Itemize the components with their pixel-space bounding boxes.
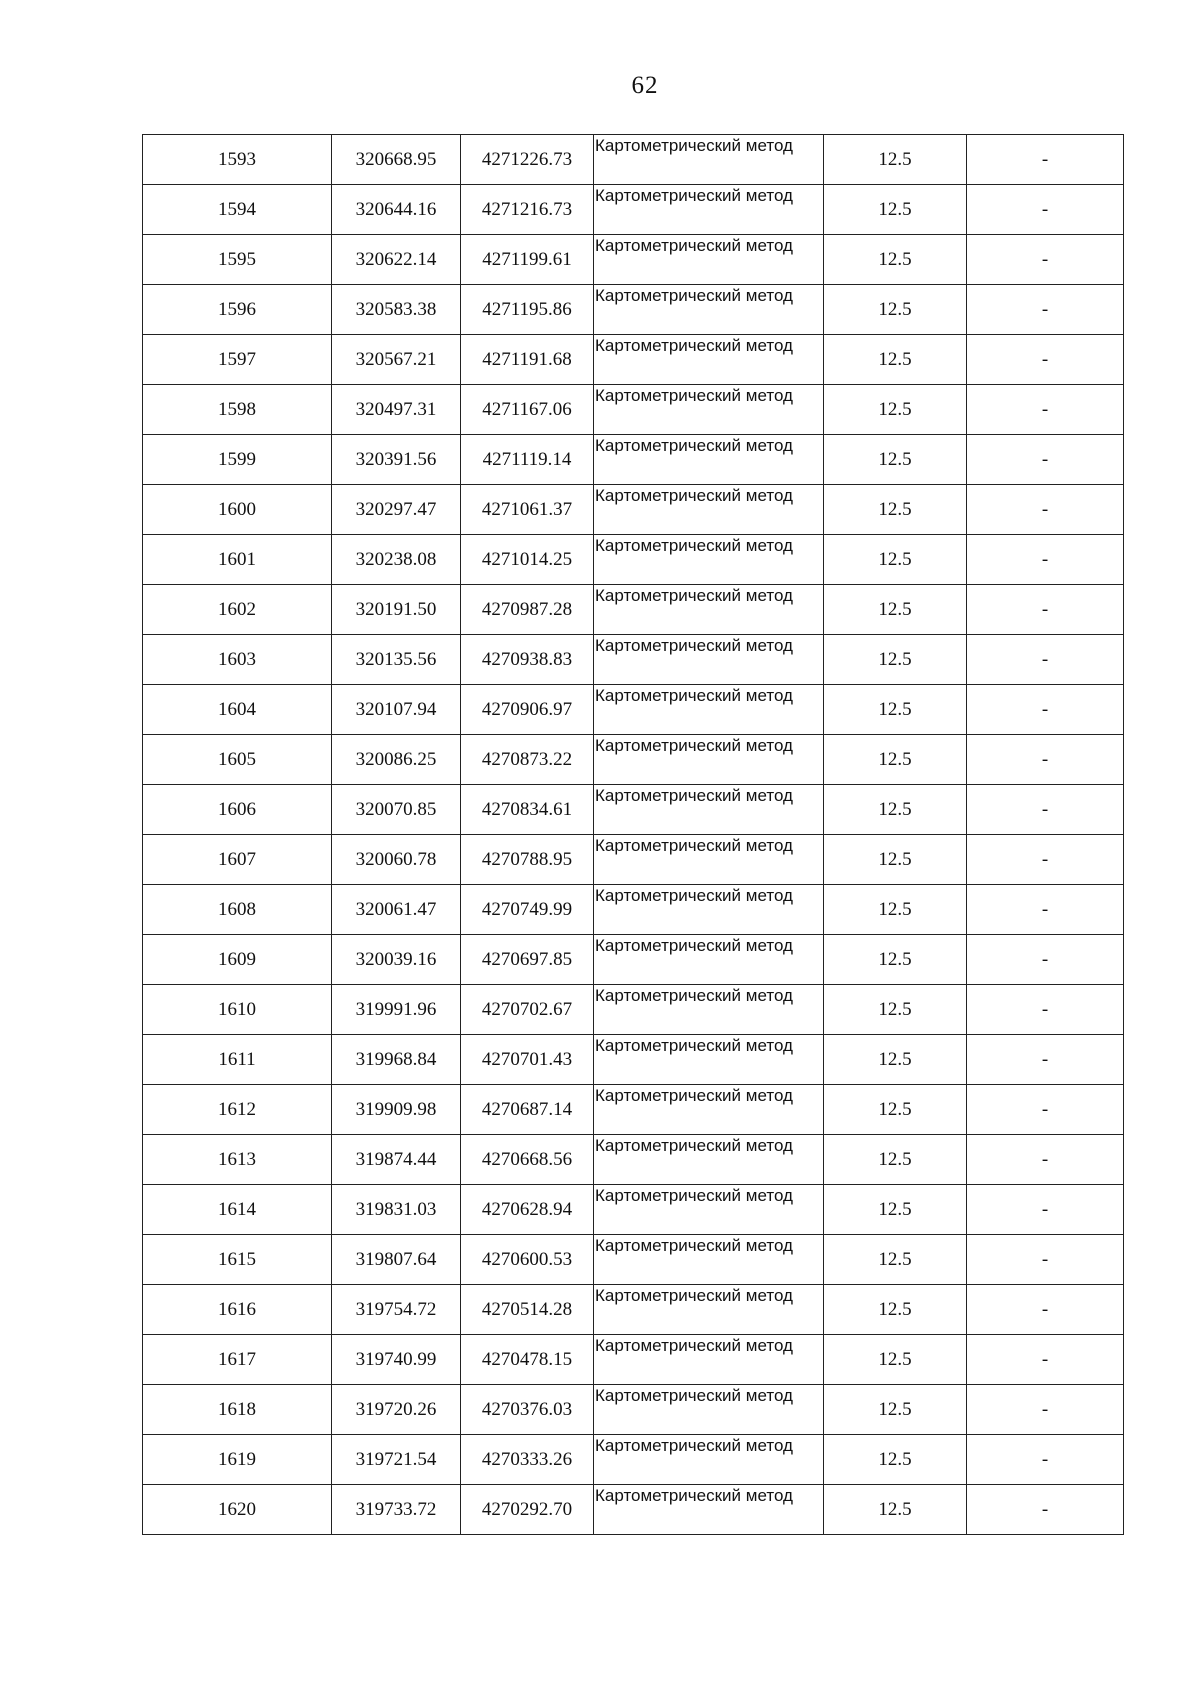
accuracy-cell: 12.5 [824, 1335, 967, 1385]
note-cell: - [967, 1185, 1124, 1235]
accuracy-cell: 12.5 [824, 985, 967, 1035]
point-number-cell: 1599 [143, 435, 332, 485]
accuracy-cell: 12.5 [824, 535, 967, 585]
accuracy-cell: 12.5 [824, 585, 967, 635]
table-row [143, 235, 1124, 285]
y-coordinate-cell: 4270702.67 [461, 985, 594, 1035]
x-coordinate-cell: 320070.85 [332, 785, 461, 835]
method-cell: Картометрический метод [594, 1135, 824, 1185]
note-cell: - [967, 335, 1124, 385]
accuracy-cell: 12.5 [824, 1385, 967, 1435]
accuracy-cell: 12.5 [824, 135, 967, 185]
method-cell: Картометрический метод [594, 135, 824, 185]
x-coordinate-cell: 319831.03 [332, 1185, 461, 1235]
table-row [143, 985, 1124, 1035]
accuracy-cell: 12.5 [824, 1135, 967, 1185]
note-cell: - [967, 285, 1124, 335]
table-row [143, 435, 1124, 485]
accuracy-cell: 12.5 [824, 1435, 967, 1485]
note-cell: - [967, 585, 1124, 635]
y-coordinate-cell: 4270987.28 [461, 585, 594, 635]
table-row [143, 185, 1124, 235]
point-number-cell: 1604 [143, 685, 332, 735]
table-row [143, 1085, 1124, 1135]
method-cell: Картометрический метод [594, 435, 824, 485]
accuracy-cell: 12.5 [824, 1185, 967, 1235]
x-coordinate-cell: 319807.64 [332, 1235, 461, 1285]
method-cell: Картометрический метод [594, 285, 824, 335]
x-coordinate-cell: 320238.08 [332, 535, 461, 585]
accuracy-cell: 12.5 [824, 1035, 967, 1085]
point-number-cell: 1614 [143, 1185, 332, 1235]
note-cell: - [967, 1435, 1124, 1485]
table-row [143, 535, 1124, 585]
x-coordinate-cell: 319909.98 [332, 1085, 461, 1135]
y-coordinate-cell: 4270701.43 [461, 1035, 594, 1085]
table-row [143, 485, 1124, 535]
y-coordinate-cell: 4270628.94 [461, 1185, 594, 1235]
point-number-cell: 1620 [143, 1485, 332, 1535]
y-coordinate-cell: 4270906.97 [461, 685, 594, 735]
x-coordinate-cell: 319754.72 [332, 1285, 461, 1335]
x-coordinate-cell: 320644.16 [332, 185, 461, 235]
method-cell: Картометрический метод [594, 485, 824, 535]
x-coordinate-cell: 320391.56 [332, 435, 461, 485]
x-coordinate-cell: 320061.47 [332, 885, 461, 935]
x-coordinate-cell: 319720.26 [332, 1385, 461, 1435]
accuracy-cell: 12.5 [824, 1485, 967, 1535]
method-cell: Картометрический метод [594, 985, 824, 1035]
y-coordinate-cell: 4270938.83 [461, 635, 594, 685]
note-cell: - [967, 1235, 1124, 1285]
y-coordinate-cell: 4270834.61 [461, 785, 594, 835]
point-number-cell: 1618 [143, 1385, 332, 1435]
x-coordinate-cell: 320191.50 [332, 585, 461, 635]
method-cell: Картометрический метод [594, 385, 824, 435]
table-row [143, 785, 1124, 835]
note-cell: - [967, 935, 1124, 985]
y-coordinate-cell: 4271167.06 [461, 385, 594, 435]
note-cell: - [967, 1135, 1124, 1185]
accuracy-cell: 12.5 [824, 485, 967, 535]
x-coordinate-cell: 319874.44 [332, 1135, 461, 1185]
x-coordinate-cell: 320086.25 [332, 735, 461, 785]
y-coordinate-cell: 4271199.61 [461, 235, 594, 285]
method-cell: Картометрический метод [594, 1035, 824, 1085]
x-coordinate-cell: 320497.31 [332, 385, 461, 435]
table-row [143, 135, 1124, 185]
point-number-cell: 1615 [143, 1235, 332, 1285]
table-row [143, 285, 1124, 335]
note-cell: - [967, 235, 1124, 285]
accuracy-cell: 12.5 [824, 335, 967, 385]
note-cell: - [967, 485, 1124, 535]
y-coordinate-cell: 4271226.73 [461, 135, 594, 185]
note-cell: - [967, 385, 1124, 435]
point-number-cell: 1606 [143, 785, 332, 835]
y-coordinate-cell: 4270749.99 [461, 885, 594, 935]
accuracy-cell: 12.5 [824, 285, 967, 335]
table-row [143, 685, 1124, 735]
method-cell: Картометрический метод [594, 785, 824, 835]
table-body [143, 135, 1124, 1535]
note-cell: - [967, 835, 1124, 885]
x-coordinate-cell: 320135.56 [332, 635, 461, 685]
table-row [143, 1485, 1124, 1535]
y-coordinate-cell: 4270292.70 [461, 1485, 594, 1535]
x-coordinate-cell: 320107.94 [332, 685, 461, 735]
y-coordinate-cell: 4270478.15 [461, 1335, 594, 1385]
y-coordinate-cell: 4270514.28 [461, 1285, 594, 1335]
y-coordinate-cell: 4270600.53 [461, 1235, 594, 1285]
table-row [143, 1235, 1124, 1285]
note-cell: - [967, 185, 1124, 235]
x-coordinate-cell: 320668.95 [332, 135, 461, 185]
table-row [143, 635, 1124, 685]
accuracy-cell: 12.5 [824, 935, 967, 985]
note-cell: - [967, 635, 1124, 685]
point-number-cell: 1602 [143, 585, 332, 635]
note-cell: - [967, 1085, 1124, 1135]
y-coordinate-cell: 4271216.73 [461, 185, 594, 235]
y-coordinate-cell: 4270697.85 [461, 935, 594, 985]
accuracy-cell: 12.5 [824, 1285, 967, 1335]
table-row [143, 1335, 1124, 1385]
table-row [143, 385, 1124, 435]
y-coordinate-cell: 4271191.68 [461, 335, 594, 385]
point-number-cell: 1593 [143, 135, 332, 185]
note-cell: - [967, 1335, 1124, 1385]
method-cell: Картометрический метод [594, 935, 824, 985]
method-cell: Картометрический метод [594, 1185, 824, 1235]
method-cell: Картометрический метод [594, 1285, 824, 1335]
accuracy-cell: 12.5 [824, 185, 967, 235]
accuracy-cell: 12.5 [824, 685, 967, 735]
note-cell: - [967, 685, 1124, 735]
method-cell: Картометрический метод [594, 585, 824, 635]
point-number-cell: 1616 [143, 1285, 332, 1335]
table-row [143, 585, 1124, 635]
note-cell: - [967, 1285, 1124, 1335]
accuracy-cell: 12.5 [824, 785, 967, 835]
table-row [143, 885, 1124, 935]
x-coordinate-cell: 319733.72 [332, 1485, 461, 1535]
x-coordinate-cell: 319991.96 [332, 985, 461, 1035]
x-coordinate-cell: 319968.84 [332, 1035, 461, 1085]
accuracy-cell: 12.5 [824, 1235, 967, 1285]
note-cell: - [967, 985, 1124, 1035]
point-number-cell: 1612 [143, 1085, 332, 1135]
method-cell: Картометрический метод [594, 735, 824, 785]
point-number-cell: 1595 [143, 235, 332, 285]
x-coordinate-cell: 320567.21 [332, 335, 461, 385]
method-cell: Картометрический метод [594, 1085, 824, 1135]
accuracy-cell: 12.5 [824, 635, 967, 685]
method-cell: Картометрический метод [594, 535, 824, 585]
y-coordinate-cell: 4271014.25 [461, 535, 594, 585]
accuracy-cell: 12.5 [824, 885, 967, 935]
note-cell: - [967, 1035, 1124, 1085]
point-number-cell: 1598 [143, 385, 332, 435]
accuracy-cell: 12.5 [824, 835, 967, 885]
y-coordinate-cell: 4270788.95 [461, 835, 594, 885]
point-number-cell: 1611 [143, 1035, 332, 1085]
note-cell: - [967, 785, 1124, 835]
note-cell: - [967, 735, 1124, 785]
table-row [143, 1385, 1124, 1435]
note-cell: - [967, 1485, 1124, 1535]
table-row [143, 1285, 1124, 1335]
table-row [143, 1185, 1124, 1235]
page-number: 62 [631, 72, 659, 99]
table-row [143, 1435, 1124, 1485]
x-coordinate-cell: 320622.14 [332, 235, 461, 285]
accuracy-cell: 12.5 [824, 385, 967, 435]
point-number-cell: 1617 [143, 1335, 332, 1385]
point-number-cell: 1610 [143, 985, 332, 1035]
method-cell: Картометрический метод [594, 685, 824, 735]
note-cell: - [967, 1385, 1124, 1435]
point-number-cell: 1613 [143, 1135, 332, 1185]
x-coordinate-cell: 320060.78 [332, 835, 461, 885]
table-row [143, 335, 1124, 385]
method-cell: Картометрический метод [594, 835, 824, 885]
accuracy-cell: 12.5 [824, 435, 967, 485]
y-coordinate-cell: 4271061.37 [461, 485, 594, 535]
point-number-cell: 1601 [143, 535, 332, 585]
point-number-cell: 1596 [143, 285, 332, 335]
point-number-cell: 1609 [143, 935, 332, 985]
x-coordinate-cell: 319740.99 [332, 1335, 461, 1385]
method-cell: Картометрический метод [594, 1485, 824, 1535]
method-cell: Картометрический метод [594, 1235, 824, 1285]
x-coordinate-cell: 320583.38 [332, 285, 461, 335]
method-cell: Картометрический метод [594, 885, 824, 935]
y-coordinate-cell: 4270333.26 [461, 1435, 594, 1485]
method-cell: Картометрический метод [594, 185, 824, 235]
method-cell: Картометрический метод [594, 235, 824, 285]
table-row [143, 735, 1124, 785]
x-coordinate-cell: 319721.54 [332, 1435, 461, 1485]
table-row [143, 1135, 1124, 1185]
point-number-cell: 1608 [143, 885, 332, 935]
table-row [143, 935, 1124, 985]
note-cell: - [967, 435, 1124, 485]
x-coordinate-cell: 320039.16 [332, 935, 461, 985]
method-cell: Картометрический метод [594, 635, 824, 685]
point-number-cell: 1619 [143, 1435, 332, 1485]
accuracy-cell: 12.5 [824, 735, 967, 785]
point-number-cell: 1603 [143, 635, 332, 685]
coordinates-table [142, 134, 1124, 1535]
method-cell: Картометрический метод [594, 1435, 824, 1485]
accuracy-cell: 12.5 [824, 1085, 967, 1135]
y-coordinate-cell: 4271195.86 [461, 285, 594, 335]
y-coordinate-cell: 4270668.56 [461, 1135, 594, 1185]
y-coordinate-cell: 4270376.03 [461, 1385, 594, 1435]
point-number-cell: 1597 [143, 335, 332, 385]
x-coordinate-cell: 320297.47 [332, 485, 461, 535]
y-coordinate-cell: 4271119.14 [461, 435, 594, 485]
point-number-cell: 1594 [143, 185, 332, 235]
point-number-cell: 1607 [143, 835, 332, 885]
table-row [143, 835, 1124, 885]
method-cell: Картометрический метод [594, 335, 824, 385]
note-cell: - [967, 135, 1124, 185]
accuracy-cell: 12.5 [824, 235, 967, 285]
method-cell: Картометрический метод [594, 1335, 824, 1385]
y-coordinate-cell: 4270873.22 [461, 735, 594, 785]
note-cell: - [967, 535, 1124, 585]
point-number-cell: 1605 [143, 735, 332, 785]
y-coordinate-cell: 4270687.14 [461, 1085, 594, 1135]
table-row [143, 1035, 1124, 1085]
method-cell: Картометрический метод [594, 1385, 824, 1435]
note-cell: - [967, 885, 1124, 935]
point-number-cell: 1600 [143, 485, 332, 535]
